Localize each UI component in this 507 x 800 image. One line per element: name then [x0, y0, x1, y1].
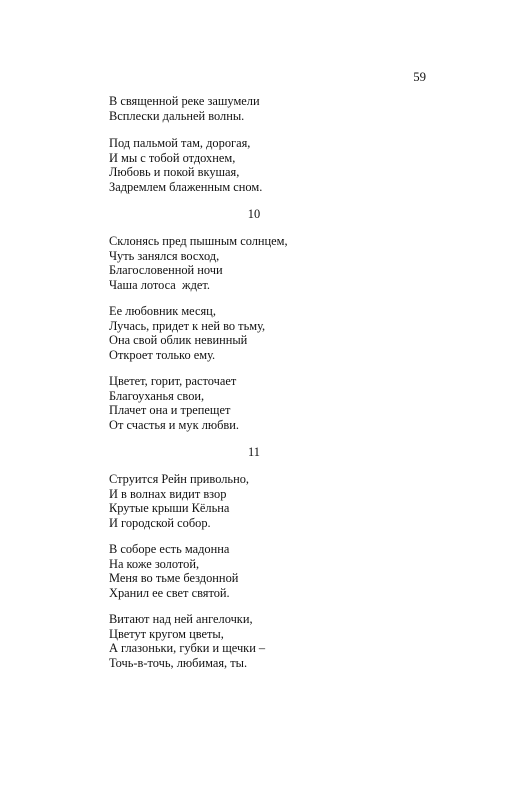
poem-line: Витают над ней ангелочки,: [109, 612, 253, 626]
poem-line: Крутые крыши Кёльна: [109, 501, 230, 516]
poem-line: Цветут кругом цветы,: [109, 626, 224, 641]
poem-line: И мы с тобой отдохнем,: [109, 150, 236, 165]
poem-line: Лучась, придет к ней во тьму,: [109, 318, 266, 333]
poem-line: И городской собор.: [109, 515, 211, 530]
poem-line: В священной реке зашумели: [109, 94, 260, 108]
stanza: [109, 542, 238, 600]
poem-line: Она свой облик невинный: [109, 333, 248, 348]
stanza: [109, 472, 249, 530]
poem-line: Благословенной ночи: [109, 263, 223, 278]
poem-line: Цветет, горит, расточает: [109, 374, 237, 388]
poem-line: Под пальмой там, дорогая,: [109, 136, 251, 150]
stanza: [109, 94, 260, 123]
poem-line: Благоуханья свои,: [109, 388, 205, 403]
poem-line: От счастья и мук любви.: [109, 417, 240, 432]
poem-line: Ее любовник месяц,: [109, 304, 216, 318]
stanza: [109, 612, 265, 670]
stanza: [109, 234, 288, 292]
poem-line: Задремлем блаженным сном.: [109, 179, 263, 194]
poem-line: И в волнах видит взор: [109, 486, 227, 501]
poem-line: На коже золотой,: [109, 556, 200, 571]
poem-line: Чуть занялся восход,: [109, 248, 220, 263]
poem-line: В соборе есть мадонна: [109, 542, 230, 556]
stanza: [109, 374, 239, 432]
stanza: [109, 304, 265, 362]
poem-line: Точь-в-точь, любимая, ты.: [109, 655, 248, 670]
poem-line: Хранил ее свет святой.: [109, 585, 230, 600]
page-number: 59: [413, 70, 426, 84]
section-number: 11: [248, 445, 260, 459]
poem-line: Струится Рейн привольно,: [109, 472, 249, 486]
poem-line: Склонясь пред пышным солнцем,: [109, 234, 288, 248]
poem-line: Всплески дальней волны.: [109, 108, 245, 123]
section-number: 10: [247, 207, 261, 221]
poem-line: Плачет она и трепещет: [109, 403, 231, 418]
poem-line: Чаша лотоса ждет.: [109, 277, 210, 292]
stanza: [109, 136, 262, 194]
poem-line: Меня во тьме бездонной: [109, 571, 239, 586]
poem-line: Любовь и покой вкушая,: [109, 165, 240, 180]
poem-line: Откроет только ему.: [109, 347, 216, 362]
poem-line: А глазоньки, губки и щечки –: [109, 641, 266, 656]
